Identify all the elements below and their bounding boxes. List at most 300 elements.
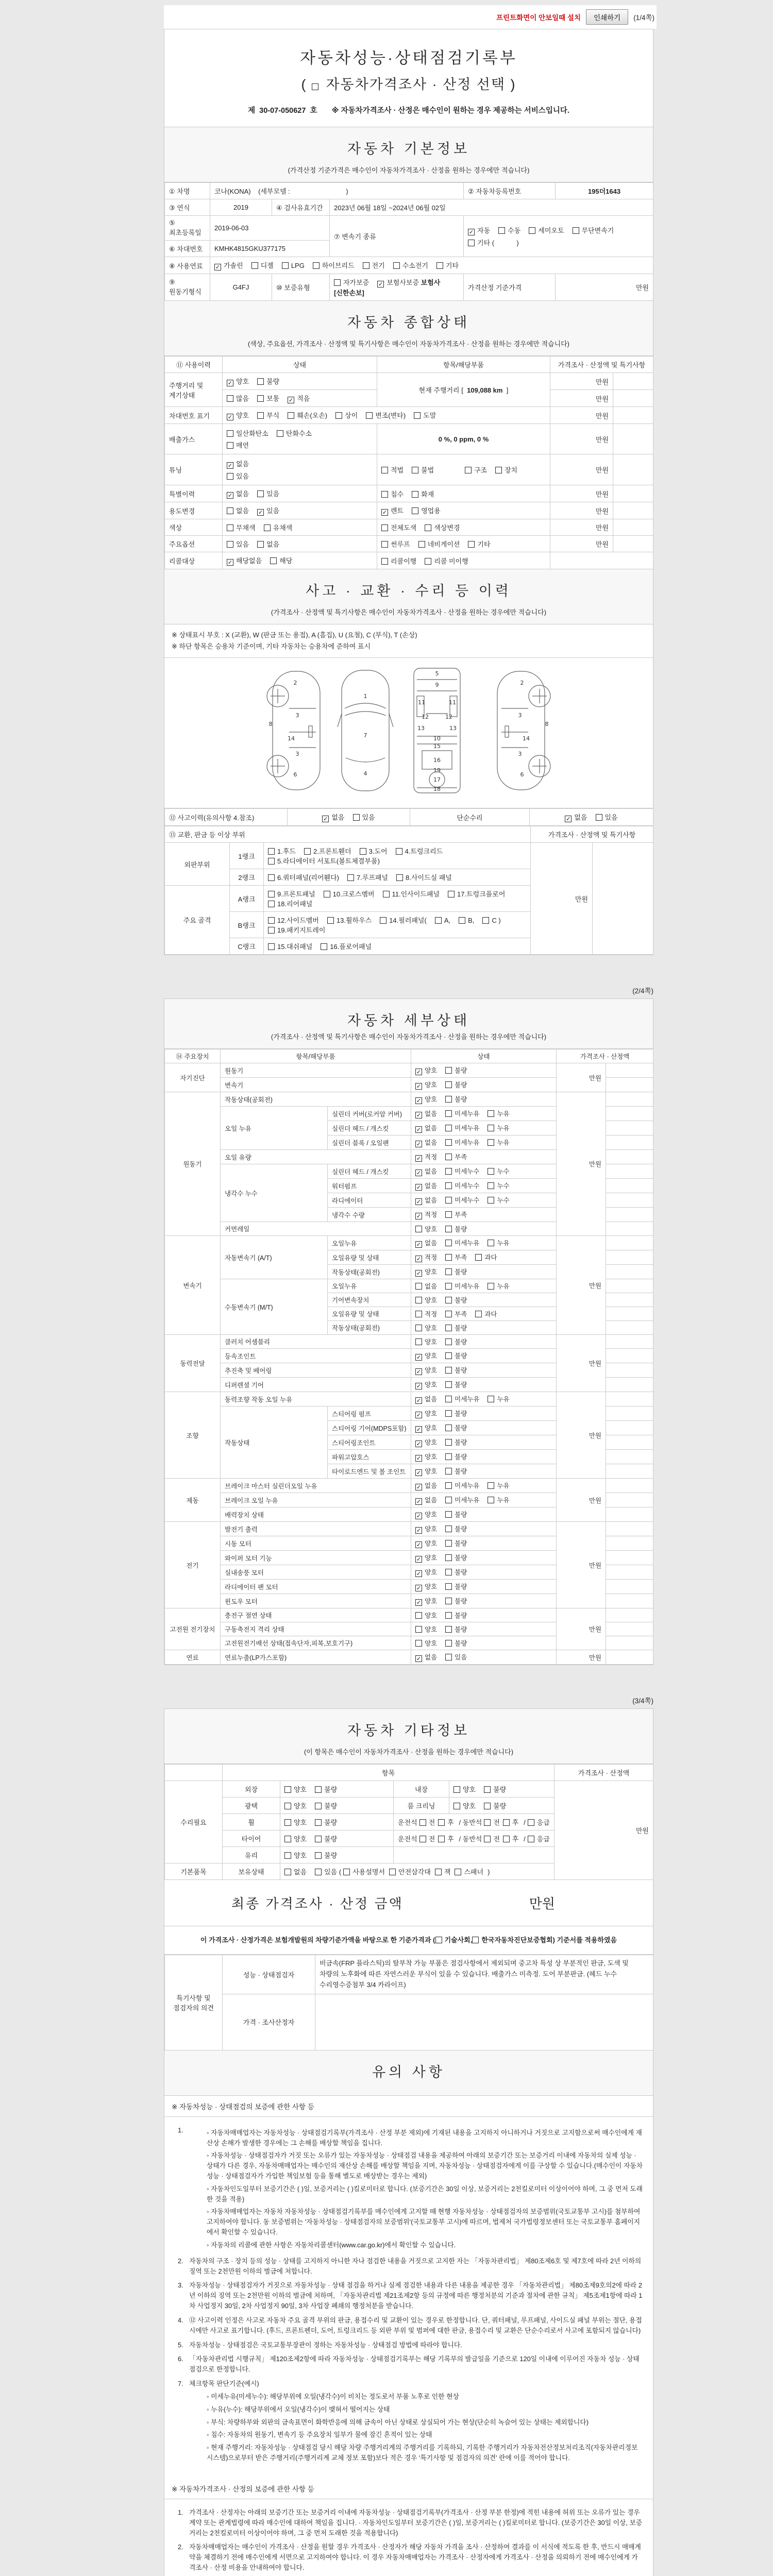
checkbox-icon	[445, 1081, 452, 1088]
checkbox-icon: ✓	[416, 1469, 422, 1477]
option-label: 기타	[477, 540, 491, 548]
option-label: 침수	[391, 490, 404, 498]
option-label: 적음	[297, 395, 310, 402]
option	[455, 1867, 483, 1876]
option	[415, 1423, 437, 1433]
checkbox-icon: ✓	[416, 1155, 422, 1162]
option	[445, 1495, 479, 1504]
item-label: 스티어링 기어(MDPS포함)	[328, 1421, 411, 1435]
option-label: 자가보증	[343, 279, 369, 286]
table-row	[165, 552, 653, 569]
option	[415, 1195, 437, 1205]
option-label: 양호	[425, 1096, 438, 1104]
checkbox-icon	[488, 1240, 494, 1246]
checkbox-icon	[412, 507, 418, 514]
option-label: 도말	[423, 412, 436, 419]
rank-a-label: A랭크	[230, 886, 264, 912]
status-options	[411, 1608, 557, 1622]
side-view-right	[497, 671, 550, 790]
option-label: 3.도어	[368, 848, 388, 856]
status-options	[411, 1179, 557, 1193]
blank-cell	[606, 1507, 653, 1522]
option-label: 있음	[362, 814, 375, 822]
option	[227, 410, 249, 420]
page-1	[164, 29, 653, 955]
blank-cell	[606, 1594, 653, 1608]
option	[415, 1080, 437, 1090]
checkbox-icon	[415, 1311, 422, 1317]
checkbox-icon	[383, 891, 390, 897]
option	[415, 1224, 437, 1233]
option	[415, 1638, 437, 1648]
status-options	[411, 1335, 557, 1349]
vin-mark-label: 차대번호 표기	[165, 407, 223, 424]
option-label: 무단변속기	[581, 227, 614, 234]
option	[445, 1080, 467, 1089]
blank-cell	[606, 1349, 653, 1363]
checkbox-icon	[445, 1425, 452, 1431]
detail-row	[165, 1063, 653, 1078]
option	[445, 1423, 467, 1432]
option	[381, 505, 404, 516]
col-item: 항목/해당부품	[221, 1049, 411, 1063]
item-label: 라디에이터 팬 모터	[221, 1580, 411, 1594]
notice-section-2-list	[164, 2499, 653, 2576]
option-label: 불량	[324, 1835, 338, 1843]
option-label: 상이	[345, 412, 358, 419]
engine-type-value: G4FJ	[210, 274, 272, 301]
blank-cell	[606, 1265, 653, 1279]
option	[284, 1834, 307, 1843]
option-label: 6.쿼터패널(리어휀다)	[277, 874, 339, 882]
option	[381, 539, 410, 549]
item-label: 실린더 헤드 / 개스킷	[328, 1121, 411, 1136]
summary-table	[164, 356, 653, 569]
option-label: 12.사이드멤버	[277, 917, 319, 925]
option-label: 10.크로스멤버	[332, 890, 375, 899]
checkbox-icon	[284, 1819, 291, 1826]
repair-needed-group: 수리필요	[165, 1781, 223, 1863]
checkbox-icon	[445, 1526, 452, 1532]
color-options	[223, 519, 377, 536]
checkbox-icon	[268, 891, 275, 897]
item-label: 등속조인트	[221, 1349, 411, 1363]
summary-subtitle: (색상, 주요옵션, 가격조사 · 산정액 및 특기사항은 매수인이 자동차가격조사 · 산정을 원하는 경우에만 적습니다)	[247, 340, 570, 348]
option-label: B,	[468, 917, 475, 925]
option	[445, 1481, 479, 1490]
option-label: 없음	[425, 1182, 438, 1190]
accident-title: 사고 · 교환 · 수리 등 이력	[306, 583, 512, 599]
table-header-row	[165, 1765, 653, 1781]
option	[495, 465, 517, 474]
option	[445, 1224, 467, 1233]
blank-cell	[606, 1063, 653, 1078]
option-label: 없음	[425, 1240, 438, 1247]
option-label: 양호	[425, 1325, 438, 1332]
list-item	[178, 2379, 644, 2466]
polish-options	[280, 1798, 394, 1814]
option	[445, 1394, 479, 1403]
option-label: 없음	[425, 1139, 438, 1147]
price-basis-line: 이 가격조사 · 산정가격은 보험개발원의 차량기준가액을 바탕으로 한 기준가격과 ( 기술사회, 한국자동차진단보증협회) 기준서를 적용하였음	[164, 1926, 653, 1955]
blank-cell	[613, 485, 653, 502]
option	[396, 872, 452, 882]
etc-header	[164, 1709, 653, 1764]
option-label: 불량	[455, 1268, 467, 1276]
option-label: 불량	[493, 1802, 507, 1810]
diagram-zone-number: 6	[520, 771, 524, 778]
option-label: 후	[512, 1819, 519, 1827]
option-label: 누유	[497, 1283, 510, 1291]
device-group: 변속기	[165, 1236, 221, 1335]
table-header-row	[165, 826, 653, 843]
checkbox-icon	[227, 430, 233, 437]
frame-view	[414, 668, 460, 793]
basic-info-title: 자동차 기본정보	[347, 141, 470, 157]
vin-value: KMHK4815GKU377175	[210, 241, 330, 257]
option-label: 적정	[425, 1311, 438, 1318]
option-label: 불량	[455, 1511, 467, 1519]
option-label: 양호	[425, 1338, 438, 1346]
document-header	[164, 29, 653, 127]
option-label: 5.라디에이터 서포트(볼트체결부품)	[277, 857, 380, 866]
top-view	[338, 670, 393, 791]
checkbox-icon	[227, 473, 233, 480]
item-label: 타이로드엔드 및 볼 조인트	[328, 1464, 411, 1479]
diagram-zone-number: 2	[293, 680, 297, 687]
status-options	[411, 1279, 557, 1293]
list-item	[178, 2507, 644, 2539]
checkbox-icon	[488, 1110, 494, 1117]
checkbox-icon	[257, 490, 264, 497]
checkbox-icon	[343, 1869, 350, 1875]
vin-label: ⑥ 차대번호	[165, 241, 210, 257]
col-item: 항목/해당부품	[377, 357, 550, 373]
option	[284, 1867, 307, 1876]
option	[288, 393, 310, 403]
option-label: 있음	[266, 507, 280, 515]
option	[488, 1481, 509, 1490]
blank-cell	[606, 1193, 653, 1208]
checkbox-icon: ✓	[378, 281, 383, 287]
option	[415, 1624, 437, 1634]
option-label: 불량	[455, 1554, 467, 1562]
checkbox-icon	[445, 1626, 452, 1633]
option	[415, 1437, 437, 1447]
checkbox-icon	[418, 541, 425, 548]
item-label: 오일유량 및 상태	[328, 1307, 411, 1321]
notice-title: 유의 사항	[372, 2064, 445, 2080]
blank-cell	[606, 1378, 653, 1392]
table-row	[165, 257, 653, 274]
wheel-label: 휠	[223, 1814, 280, 1831]
price-cell: 만원	[554, 1781, 653, 1880]
table-row	[165, 216, 653, 241]
option-label: 사용설명서	[352, 1868, 385, 1876]
checkbox-icon	[327, 917, 334, 924]
option	[415, 1452, 437, 1462]
checkbox-icon	[257, 541, 264, 548]
checkbox-icon	[347, 874, 354, 881]
notice-header	[164, 2050, 653, 2096]
option-label: 양호	[294, 1852, 307, 1860]
option	[445, 1166, 479, 1176]
blank-cell	[613, 373, 653, 390]
option-label: 양호	[425, 1526, 438, 1533]
option	[288, 410, 327, 420]
option	[445, 1409, 467, 1418]
checkbox-icon	[475, 1311, 482, 1317]
option	[268, 846, 296, 856]
inspection-period-value: 2023년 06월 18일 ~2024년 06월 02일	[330, 199, 653, 216]
recall-state	[223, 552, 377, 569]
option-label: 불량	[455, 1526, 467, 1533]
price-cell: 만원	[550, 519, 613, 536]
option-label: 누유	[497, 1396, 510, 1403]
option	[453, 1801, 476, 1810]
status-options	[411, 1435, 557, 1450]
option-label: 누유	[497, 1482, 510, 1490]
option	[322, 812, 344, 822]
item-number: 5.	[178, 2341, 183, 2349]
checkbox-icon: ✓	[416, 1541, 422, 1549]
diagram-zone-number: 7	[363, 732, 367, 739]
option-label: 응급	[536, 1819, 550, 1827]
option	[529, 225, 564, 235]
option-label: 전체도색	[391, 524, 417, 532]
option	[360, 846, 388, 856]
reg-no-label: ② 자동차등록번호	[464, 183, 556, 199]
price-cell: 만원	[550, 407, 613, 424]
option	[425, 556, 468, 566]
option-label: 양호	[425, 1425, 438, 1432]
option	[313, 260, 355, 270]
checkbox-icon	[284, 1869, 291, 1875]
model-year-label: ③ 연식	[165, 199, 210, 216]
special-history-options	[223, 485, 377, 502]
option	[415, 1252, 437, 1262]
emission-label: 배출가스	[165, 424, 223, 454]
diagram-zone-number: 8	[268, 721, 273, 728]
page-indicator-2: (2/4쪽)	[632, 987, 653, 995]
status-options	[411, 1236, 557, 1250]
option	[445, 1181, 479, 1190]
blank-cell	[593, 843, 653, 955]
price-option-label: 자동차가격조사 · 산정 선택	[326, 77, 506, 92]
option	[227, 393, 249, 403]
checkbox-icon	[381, 541, 388, 548]
option	[445, 1365, 467, 1375]
blank-cell	[606, 1164, 653, 1179]
option	[435, 917, 450, 924]
option-label: 불량	[324, 1819, 338, 1827]
checkbox-icon	[268, 858, 275, 865]
price-cell: 만원	[557, 1335, 606, 1392]
option	[448, 889, 505, 899]
option-label: 무채색	[236, 524, 256, 532]
option	[445, 1138, 479, 1147]
option-label: 많음	[236, 395, 249, 402]
option	[324, 889, 375, 899]
item-number: 7.	[178, 2380, 183, 2388]
blank-cell	[606, 1479, 653, 1493]
checkbox-icon	[455, 1869, 461, 1875]
blank-cell	[606, 1222, 653, 1236]
blank-cell	[613, 502, 653, 519]
diagram-zone-number: 3	[518, 712, 522, 719]
option-label: 적정	[425, 1154, 438, 1161]
option-label: 누수	[497, 1197, 510, 1205]
option-label: 불량	[324, 1786, 338, 1794]
checkbox-icon: ✓	[416, 1498, 422, 1505]
status-options	[411, 1063, 557, 1078]
option-label: 불량	[455, 1226, 467, 1233]
item-number: 6.	[178, 2355, 183, 2363]
hold-state-label: 보유상태	[223, 1863, 280, 1880]
checkbox-icon	[488, 1396, 494, 1402]
option-label: 미세누유	[455, 1110, 480, 1118]
checkbox-icon	[495, 467, 502, 473]
checkbox-icon	[445, 1598, 452, 1604]
option-label: 미세누수	[455, 1197, 480, 1205]
checkbox-icon	[425, 558, 431, 565]
main-frame-group: 주요 골격	[165, 886, 230, 955]
item-number: 2.	[178, 2543, 183, 2551]
checkbox-icon	[380, 917, 386, 924]
price-cell: 만원	[557, 1608, 606, 1650]
install-plugin-link[interactable]: 프린트화면이 안보일때 설치	[496, 14, 581, 22]
option	[227, 471, 249, 481]
blank-cell	[606, 1450, 653, 1464]
status-options	[411, 1250, 557, 1265]
checkbox-icon: ✓	[416, 1112, 422, 1119]
checkbox-icon	[227, 507, 233, 514]
checkbox-icon: ✓	[416, 1455, 422, 1462]
status-options	[411, 1208, 557, 1222]
option	[488, 1109, 509, 1118]
option	[445, 1065, 467, 1075]
status-options	[411, 1594, 557, 1608]
blank-cell	[606, 1150, 653, 1164]
panel-exchange-table	[164, 826, 653, 955]
option	[268, 872, 339, 882]
checkbox-icon	[419, 1819, 426, 1826]
page-2	[164, 998, 653, 1665]
option-label: 누유	[497, 1240, 510, 1247]
option-label: 불량	[455, 1612, 467, 1620]
option-label: 없음	[425, 1168, 438, 1176]
item-subgroup: 작동상태	[221, 1406, 328, 1479]
option-label: 전	[428, 1835, 435, 1843]
options-state	[223, 536, 377, 552]
inspection-period-label: ④ 검사유효기간	[272, 199, 330, 216]
print-button[interactable]: 인쇄하기	[586, 9, 628, 25]
checkbox-icon: ✓	[468, 229, 474, 235]
option-label: 불량	[455, 1468, 467, 1476]
summary-title: 자동차 종합상태	[347, 315, 470, 330]
option	[445, 1094, 467, 1104]
option-label: 불량	[455, 1338, 467, 1346]
blank-cell	[606, 1551, 653, 1565]
option	[445, 1267, 467, 1276]
etc-title: 자동차 기타정보	[347, 1723, 470, 1739]
exterior-label: 외장	[223, 1781, 280, 1798]
status-options	[411, 1650, 557, 1665]
blank-cell	[606, 1363, 653, 1378]
table-row	[165, 274, 653, 301]
device-group: 자기진단	[165, 1063, 221, 1092]
option	[380, 915, 427, 925]
option	[415, 1152, 437, 1162]
checkbox-icon	[472, 1937, 479, 1943]
device-group: 조향	[165, 1392, 221, 1479]
option	[503, 1817, 519, 1827]
checkbox-icon	[448, 891, 455, 897]
option	[268, 941, 312, 951]
option-label: 누유	[497, 1125, 510, 1132]
option-label: 불량	[455, 1453, 467, 1461]
checkbox-icon	[445, 1482, 452, 1489]
option-label: 불법	[421, 466, 434, 474]
option	[415, 1510, 437, 1519]
option	[415, 1409, 437, 1418]
item-text	[189, 2125, 644, 2253]
diagram-zone-number: 14	[523, 735, 530, 742]
option-label: 불량	[455, 1367, 467, 1375]
option-label: 양호	[294, 1835, 307, 1843]
blank-cell	[606, 1136, 653, 1150]
insurer-name: 보험사[신한손보]	[334, 279, 441, 297]
option	[268, 899, 312, 908]
current-mileage: 현재 주행거리 [ 109,088 km ]	[377, 373, 550, 407]
checkbox-icon	[257, 395, 264, 402]
option-label: 불량	[455, 1540, 467, 1548]
checkbox-icon: ✓	[416, 1198, 422, 1206]
checkbox-icon: ✓	[416, 1069, 422, 1076]
model-year-value: 2019	[210, 199, 272, 216]
option	[353, 812, 375, 822]
item-subgroup: 냉각수 누수	[221, 1164, 328, 1222]
option	[445, 1380, 467, 1389]
checkbox-icon	[415, 1338, 422, 1345]
checkbox-icon	[414, 412, 421, 419]
rank-c-label: C랭크	[230, 938, 264, 955]
option	[435, 1867, 451, 1876]
checkbox-icon: ✓	[416, 1397, 422, 1404]
option-label: 없음	[425, 1197, 438, 1205]
checkbox-icon	[445, 1381, 452, 1388]
item-label: 브레이크 오일 누유	[221, 1493, 411, 1507]
simple-repair-label: 단순수리	[410, 809, 530, 826]
blank-cell	[606, 1078, 653, 1092]
option	[415, 1210, 437, 1219]
option	[315, 1834, 337, 1843]
checkbox-icon	[498, 227, 505, 234]
room-cleaning-label: 룸 크리닝	[394, 1798, 449, 1814]
accident-history-options	[288, 809, 410, 826]
option	[445, 1309, 467, 1318]
table-row	[165, 407, 653, 424]
option	[227, 522, 256, 532]
blank-cell	[606, 1236, 653, 1250]
option	[488, 1394, 509, 1403]
checkbox-icon	[445, 1453, 452, 1460]
option-label: 부족	[455, 1254, 467, 1262]
col-price: 가격조사 · 산정액	[557, 1049, 653, 1063]
checkbox-icon: ✓	[416, 1599, 422, 1606]
option-label: 해당	[279, 557, 293, 565]
reg-no-value: 195더1643	[556, 183, 653, 199]
